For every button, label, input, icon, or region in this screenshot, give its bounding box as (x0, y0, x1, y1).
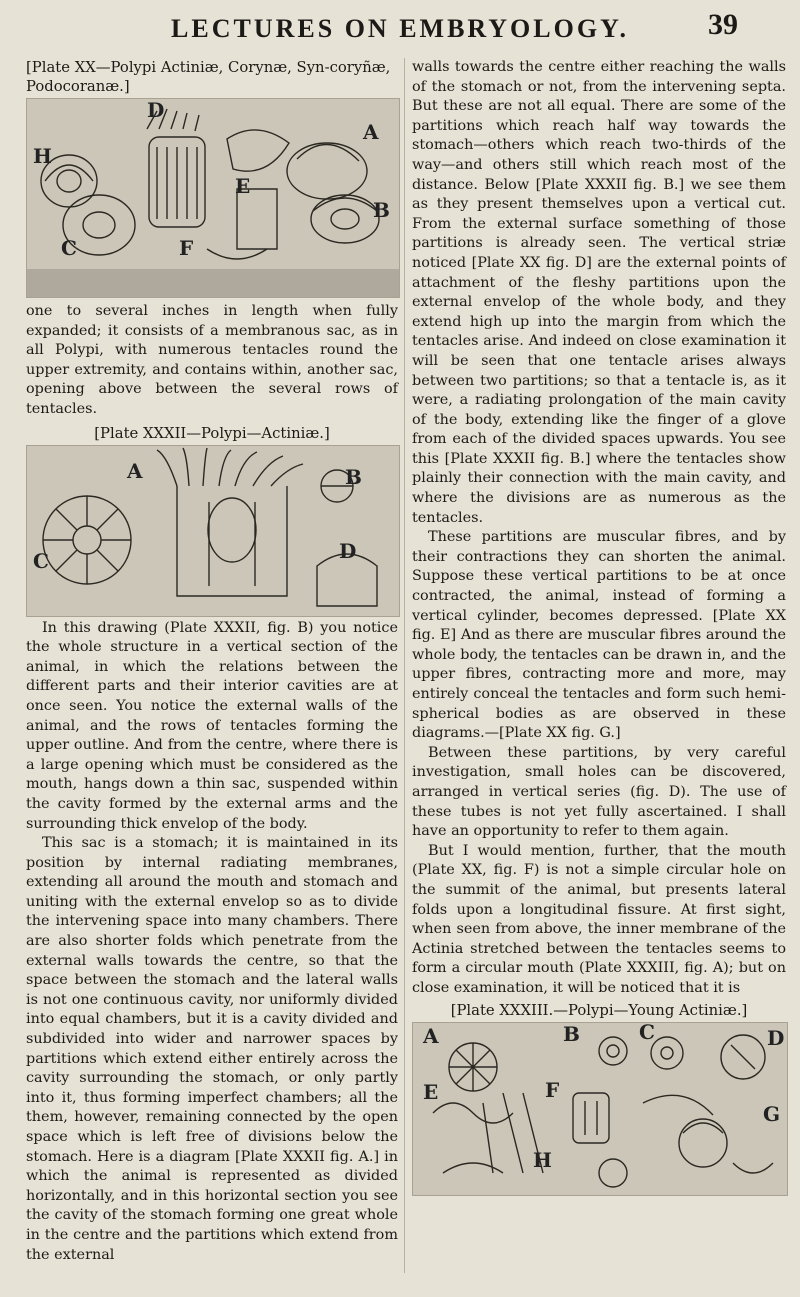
right-paragraph-4: But I would mention, further, that the mouth (Plate XX, fig. F) is not a simple circular hole on the summit of the animal, but presents lateral folds upon a longitudinal fissure. At first sight, when seen from above, the inner membrane of the Actinia stretched between the tentacles seems to form a circular mouth (Plate XXXIII, fig. A); but on close examination, it will be noticed that it is (412, 842, 786, 996)
plate-xxxii-label-d: D (339, 538, 357, 563)
left-paragraph-1: one to several inches in length when fully expanded; it consists of a membranous sac, as in all Polypi, with numerous tentacles round the upper extremity, and contains within, another sac, opening above between the several rows of tentacles. (26, 303, 398, 417)
plate-xx-label-f: F (179, 236, 194, 260)
plate-xx-label-b: B (373, 198, 390, 222)
right-column (412, 58, 786, 1196)
plate-xxxiii-label-g: G (763, 1101, 781, 1126)
plate-xx-label-e: E (235, 174, 251, 198)
left-paragraph-2: In this drawing (Plate XXXII, fig. B) you notice the whole structure in a vertical section of the animal, in which the relations between the different parts and their interior cavities are at once seen. You notice the external walls of the animal, and the rows of tentacles forming the upper outline. And from the centre, where there is a large opening which must be considered as the mouth, hangs down a thin sac, suspended within the cavity formed by the external arms and the surrounding thick envelop of the body. (26, 619, 398, 832)
plate-xx-label-c: C (61, 236, 77, 260)
left-column (26, 58, 398, 1265)
right-paragraph-2: These partitions are muscular fibres, and by their contractions they can shorten the animal. Suppose these vertical partitions to be at once contracted, the animal, instead of forming a vertical cylinder, becomes depressed. [Plate XX fig. E] And as there are muscular fibres around the whole body, the tentacles can be drawn in, and the upper fibres, contracting more and more, may entirely conceal the tentacles and form such hemi-spherical bodies as are observed in these diagrams.—[Plate XX fig. G.] (412, 529, 786, 742)
plate-xx-label-d: D (147, 98, 165, 122)
right-paragraph-1: walls towards the centre either reaching the walls of the stomach or not, from the intervening septa. But these are not all equal. There are some of the partitions which reach half way towards the stomach—others which reach two-thirds of the way—and others still which reach most of the distance. Below [Plate XXXII fig. B.] we see them as they present themselves upon a vertical cut. From the external surface something of those partitions is already seen. The vertical striæ noticed [Plate XX fig. D] are the external points of attachment of the fleshy partitions upon the external envelop of the whole body, and they extend high up into the margin from which the tentacles arise. And indeed on close examination it will be seen that one tentacle arises always between two partitions; so that a tentacle is, as it were, a radiating prolongation of the main cavity of the body, extending like the finger of a glove from each of the divided spaces upwards. You see this [Plate XXXII fig. B.] where the tentacles show plainly their connection with the main cavity, and where the divisions are as numerous as the tentacles. (412, 59, 786, 526)
plate-xxxii-caption: [Plate XXXII—Polypi—Actiniæ.] (94, 424, 330, 442)
plate-xx-caption: [Plate XX—Polypi Actiniæ, Corynæ, Syn-coryñæ, Podocoranæ.] (26, 59, 391, 95)
plate-xxxii-label-a: A (127, 458, 143, 483)
plate-xxxiii-label-a: A (423, 1023, 439, 1048)
right-paragraph-3: Between these partitions, by very careful investigation, small holes can be discovered, arranged in vertical series (fig. D). The use of these tubes is not yet fully ascertained. I shall have an opportunity to refer to them again. (412, 744, 786, 840)
plate-xxxiii-label-b: B (563, 1021, 580, 1046)
plate-xx-label-h: H (33, 144, 52, 168)
plate-xxxii-figure (26, 445, 400, 617)
running-head (0, 6, 800, 46)
plate-xxxiii-figure (412, 1022, 788, 1196)
plate-xxxiii-label-h: H (533, 1147, 552, 1172)
running-title: LECTURES ON EMBRYOLOGY. (171, 14, 629, 43)
plate-xx-label-a: A (363, 120, 379, 144)
plate-xxxii-drawing (27, 446, 399, 616)
plate-xxxiii-drawing (413, 1023, 787, 1195)
left-paragraph-3: This sac is a stomach; it is maintained in its position by internal radiating membranes, extending all around the mouth and stomach and uniting with the external envelop so as to divide the intervening space into many chambers. There are also shorter folds which penetrate from the external walls towards the centre, so that the space between the stomach and the lateral walls is not one continuous cavity, nor uniformly divided into equal chambers, but it is a cavity divided and subdivided into wider and narrower spaces by partitions which extend either entirely across the cavity surrounding the stomach, or only partly into it, thus forming imperfect chambers; all the them, however, remaining connected by the open space which is left free of divisions below the stomach. Here is a diagram [Plate XXXII fig. A.] in which the animal is represented as divided horizontally, and in this horizontal section you see the cavity of the stomach forming one great whole in the centre and the partitions which extend from the external (26, 835, 398, 1263)
plate-xxxiii-label-f: F (545, 1077, 560, 1102)
column-divider (404, 58, 405, 1273)
plate-xxxiii-caption: [Plate XXXIII.—Polypi—Young Actiniæ.] (450, 1001, 748, 1019)
plate-xxxiii-label-d: D (767, 1025, 785, 1050)
plate-xxxiii-label-e: E (423, 1079, 439, 1104)
plate-xxxii-label-c: C (33, 548, 49, 573)
plate-xxxii-label-b: B (345, 464, 362, 489)
page-number: 39 (708, 8, 738, 41)
plate-xx-figure (26, 98, 400, 298)
plate-xxxiii-label-c: C (639, 1021, 655, 1044)
plate-xx-drawing (27, 99, 399, 297)
